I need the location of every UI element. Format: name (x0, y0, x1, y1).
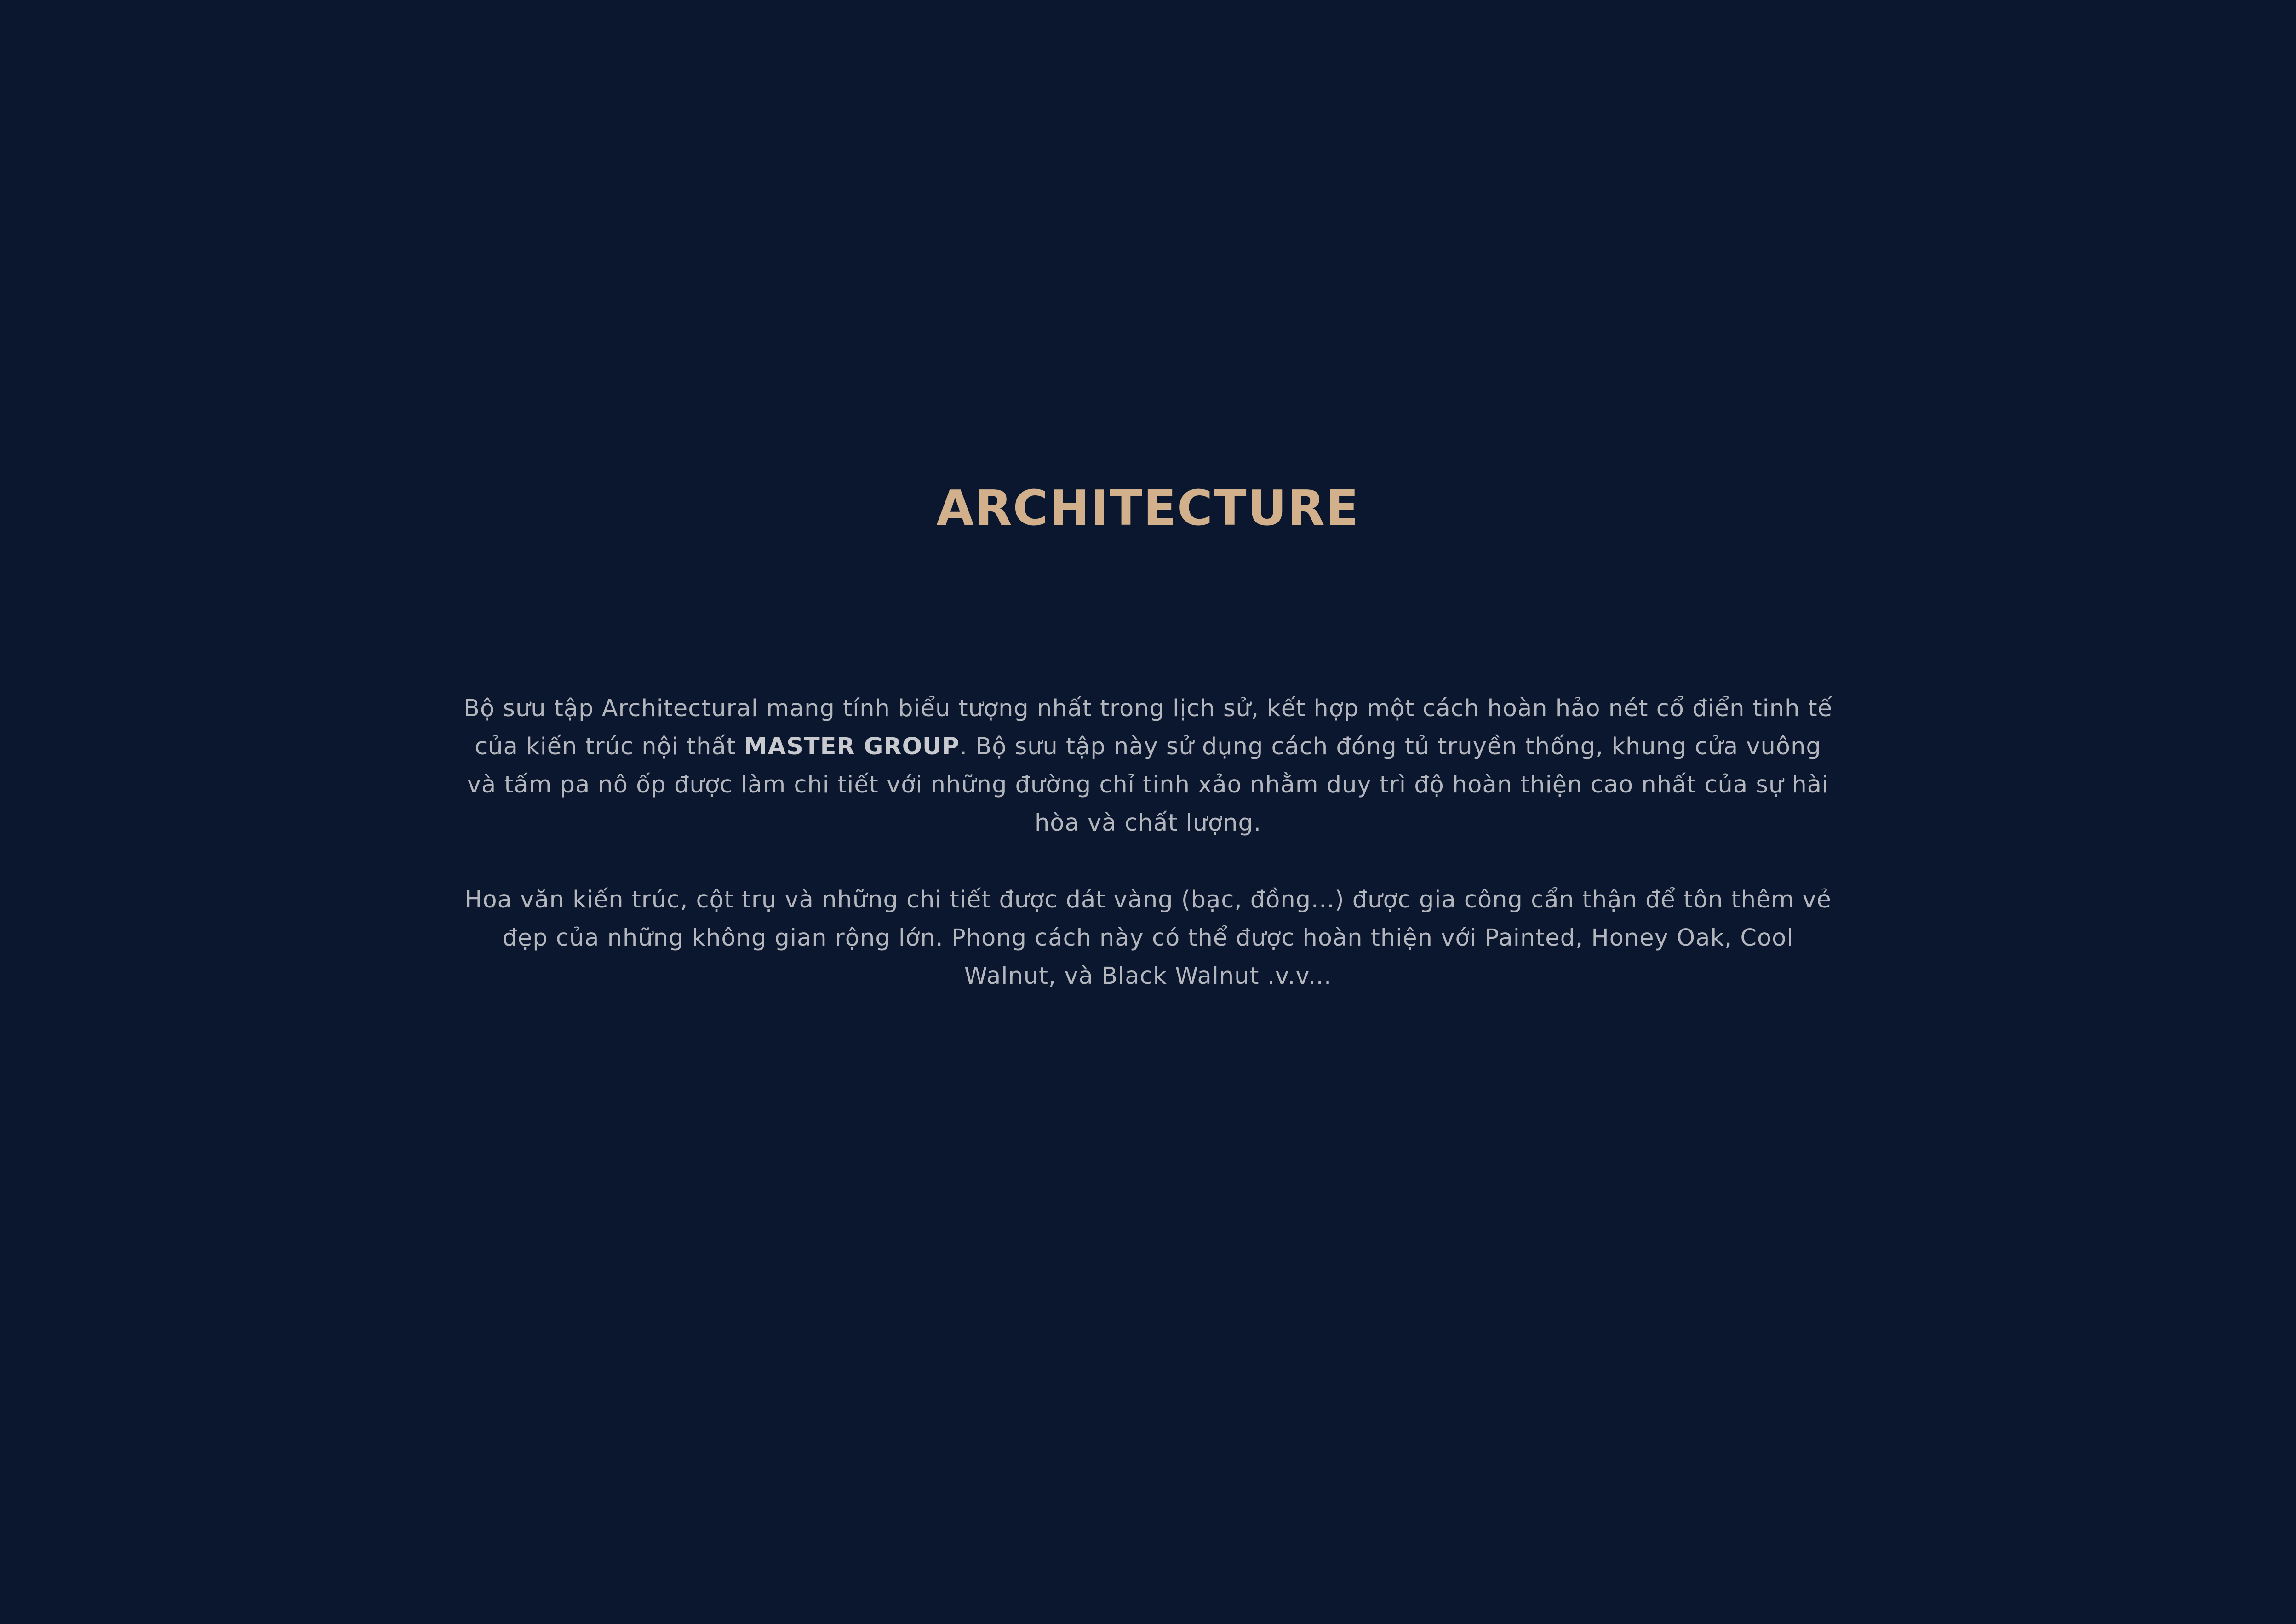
details-paragraph: Hoa văn kiến trúc, cột trụ và những chi tiết được dát vàng (bạc, đồng...) được gia công cẩn thận để tôn thêm vẻ đẹp của những không gian rộng lớn. Phong cách này có thể được hoàn thiện với Painted, Honey Oak, Cool Walnut, và Black Walnut .v.v... (464, 886, 1832, 990)
brand-name: MASTER GROUP (744, 733, 960, 760)
page-title: ARCHITECTURE (936, 480, 1360, 536)
intro-text-start: Bộ sưu tập Architectural mang tính biểu tượng nhất trong lịch sử, kết hợp một cách hoàn hảo nét cổ điển tinh tế của kiến trúc nội thất (463, 695, 1832, 760)
intro-paragraph (460, 689, 1836, 842)
intro-text-end: . Bộ sưu tập này sử dụng cách đóng tủ truyền thống, khung cửa vuông và tấm pa nô ốp được làm chi tiết với những đường chỉ tinh xảo nhằm duy trì độ hoàn thiện cao nhất của sự hài hòa và chất lượng. (467, 733, 1829, 837)
